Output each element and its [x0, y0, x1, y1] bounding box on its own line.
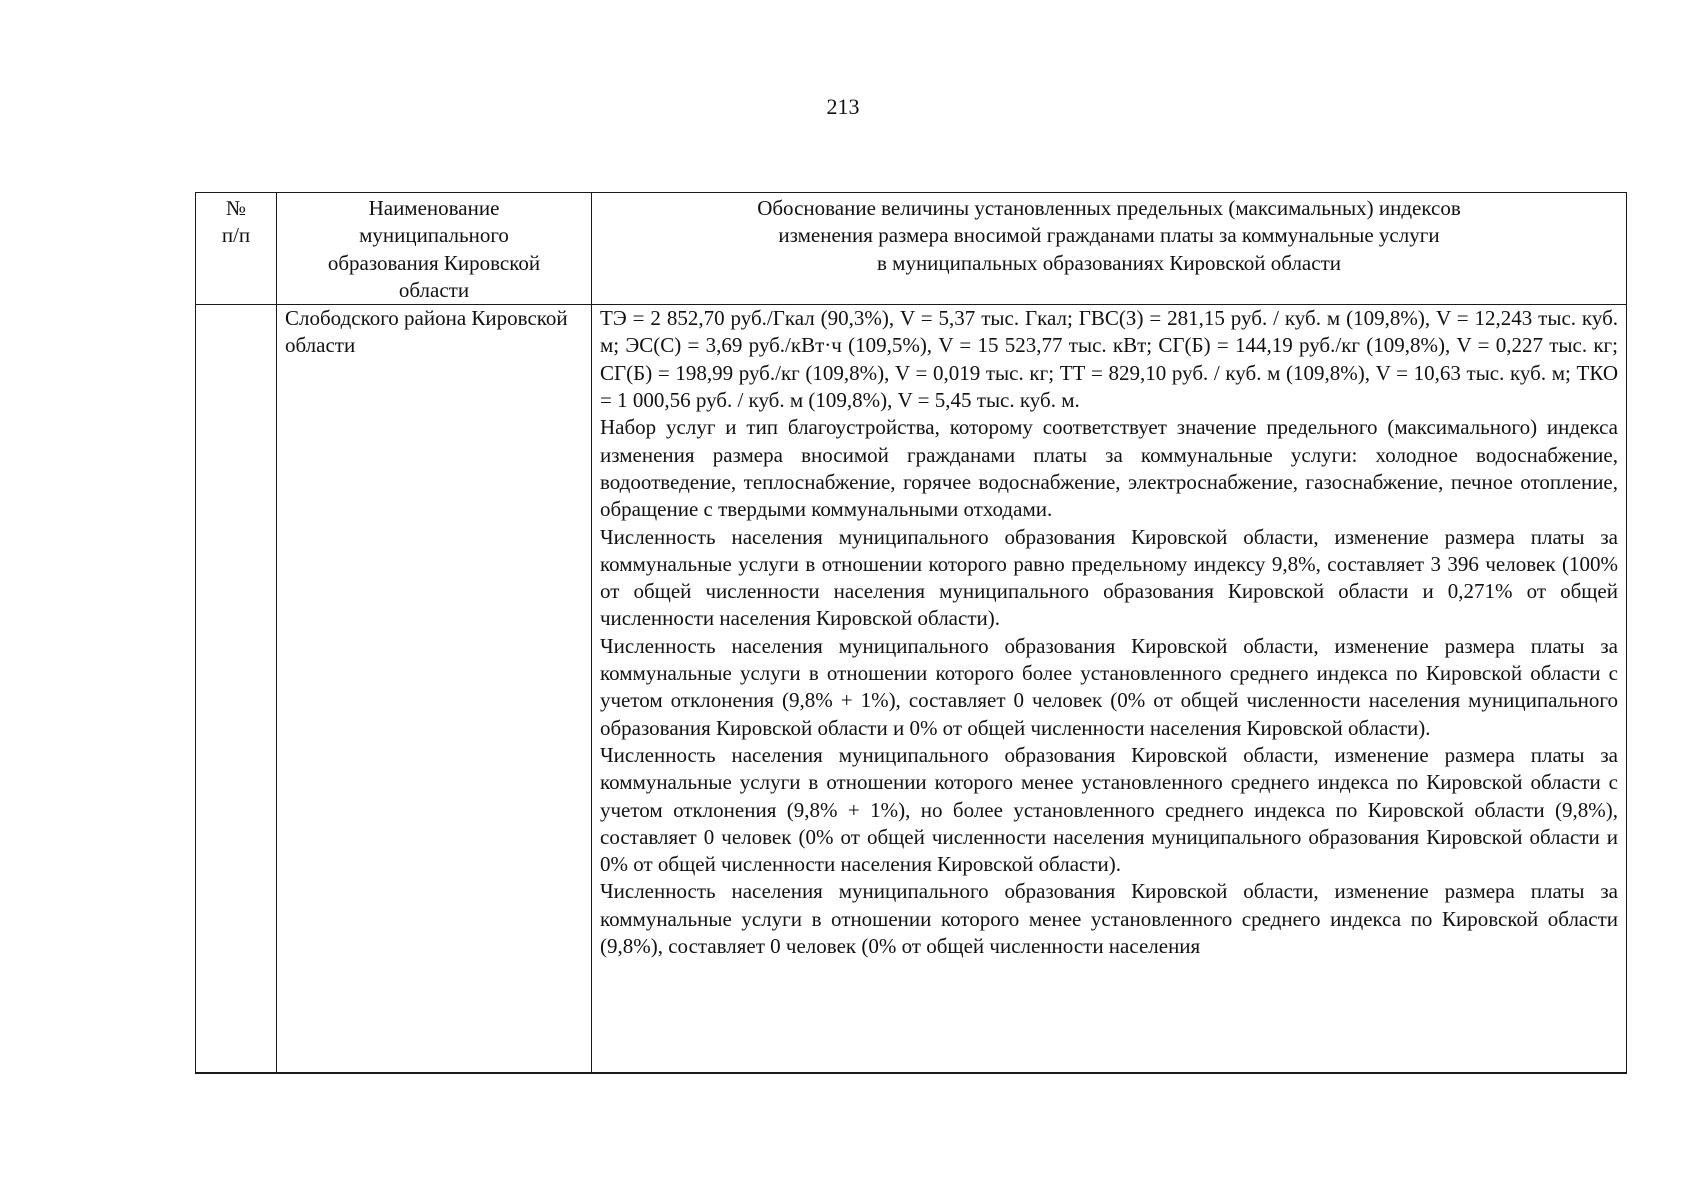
cell-number [196, 305, 277, 1074]
justification-paragraph: Численность населения муниципального образования Кировской области, изменение размера платы за коммунальные услуги в отношении которого менее установленного среднего индекса по Кировской области с учетом отклонения (9,8% + 1%), но более установленного среднего индекса по Кировской области (9,8%), составляет 0 человек (0% от общей численности населения муниципального образования Кировской области и 0% от общей численности населения Кировской области). [600, 742, 1618, 877]
header-municipality-line: муниципального [359, 223, 509, 248]
header-municipality [277, 193, 592, 305]
header-number-line: п/п [221, 223, 251, 248]
header-municipality-line: образования Кировской [327, 250, 541, 275]
header-justification-line: в муниципальных образованиях Кировской области [876, 250, 1341, 275]
justification-text [600, 305, 1618, 1072]
justification-paragraph: Численность населения муниципального образования Кировской области, изменение размера платы за коммунальные услуги в отношении которого более установленного среднего индекса по Кировской области с учетом отклонения (9,8% + 1%), составляет 0 человек (0% от общей численности населения муниципального образования Кировской области и 0% от общей численности населения Кировской области). [600, 633, 1618, 740]
cell-justification [592, 305, 1627, 1074]
header-municipality-line: Наименование [368, 196, 500, 220]
header-number [196, 193, 277, 305]
justification-paragraph: ТЭ = 2 852,70 руб./Гкал (90,3%), V = 5,37 тыс. Гкал; ГВС(З) = 281,15 руб. / куб. м (109,8%), V = 12,243 тыс. куб. м; ЭС(С) = 3,69 руб./кВт·ч (109,5%), V = 15 523,77 тыс. кВт; СГ(Б) = 144,19 руб./кг (109,8%), V = 0,227 тыс. кг; СГ(Б) = 198,99 руб./кг (109,8%), V = 0,019 тыс. кг; ТТ = 829,10 руб. / куб. м (109,8%), V = 10,63 тыс. куб. м; ТКО = 1 000,56 руб. / куб. м (109,8%), V = 5,45 тыс. куб. м. [600, 306, 1618, 413]
table-row [196, 305, 1627, 1074]
cell-municipality-name [277, 305, 592, 1074]
justification-table [195, 192, 1627, 1074]
header-justification-line: изменения размера вносимой гражданами платы за коммунальные услуги [778, 223, 1440, 248]
header-number-line: № [225, 196, 247, 220]
header-justification [592, 193, 1627, 305]
page-number: 213 [826, 94, 860, 119]
header-justification-line: Обоснование величины установленных предельных (максимальных) индексов [757, 196, 1461, 220]
justification-paragraph: Набор услуг и тип благоустройства, которому соответствует значение предельного (максимального) индекса изменения размера вносимой гражданами платы за коммунальные услуги: холодное водоснабжение, водоотведение, теплоснабжение, горячее водоснабжение, электроснабжение, газоснабжение, печное отопление, обращение с твердыми коммунальными отходами. [600, 415, 1618, 522]
municipality-name: Слободского района Кировской области [285, 306, 568, 358]
justification-paragraph: Численность населения муниципального образования Кировской области, изменение размера платы за коммунальные услуги в отношении которого равно предельному индексу 9,8%, составляет 3 396 человек (100% от общей численности населения муниципального образования Кировской области и 0,271% от общей численности населения Кировской области). [600, 524, 1618, 631]
header-municipality-line: области [398, 277, 470, 302]
justification-paragraph: Численность населения муниципального образования Кировской области, изменение размера платы за коммунальные услуги в отношении которого менее установленного среднего индекса по Кировской области (9,8%), составляет 0 человек (0% от общей численности населения [600, 879, 1618, 959]
table-header-row [196, 193, 1627, 305]
